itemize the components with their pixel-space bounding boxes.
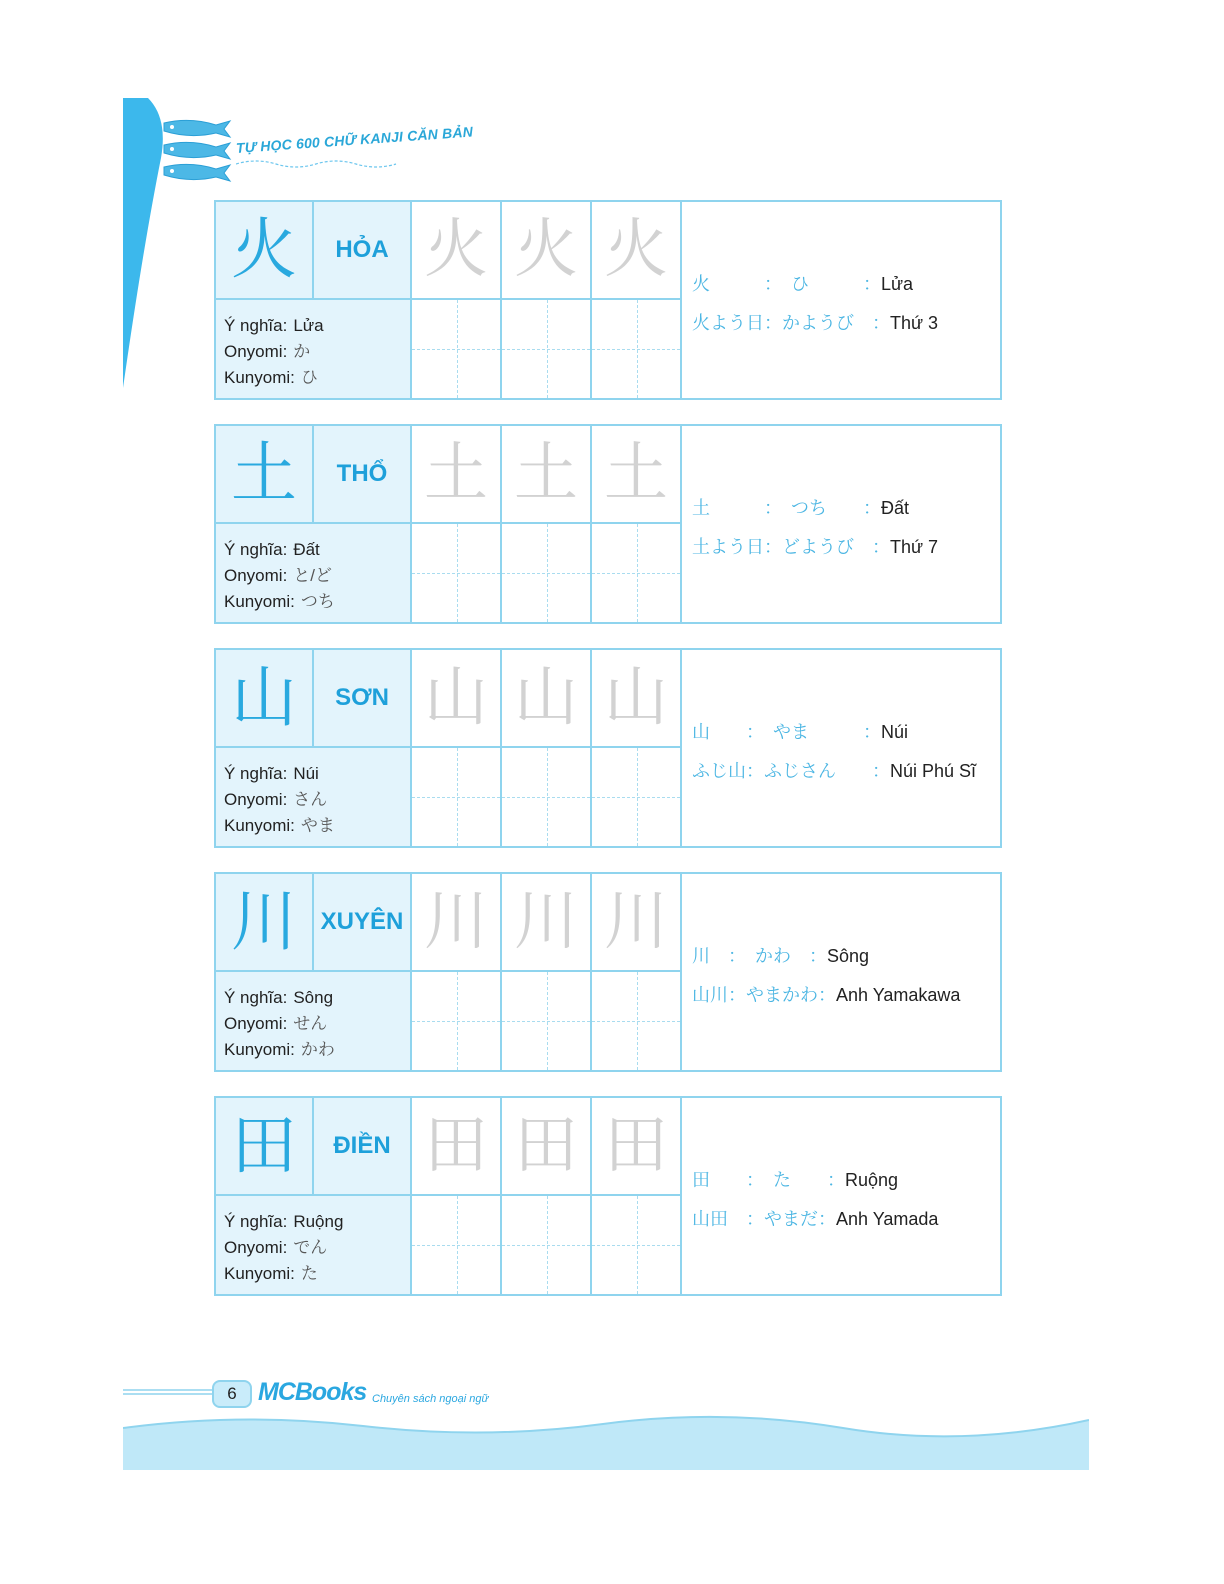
kunyomi-label: Kunyomi:	[224, 592, 295, 611]
meaning-label: Ý nghĩa:	[224, 988, 288, 1007]
trace-cell	[502, 874, 592, 972]
kunyomi-row	[224, 813, 410, 839]
vocab-word: 土 ： つち ：	[692, 498, 881, 519]
meaning-row	[224, 313, 410, 339]
practice-cell[interactable]	[412, 300, 502, 398]
trace-cell	[412, 202, 502, 300]
title-underline	[236, 158, 406, 168]
kanji-box	[216, 874, 314, 972]
meaning-row	[224, 761, 410, 787]
meaning-label: Ý nghĩa:	[224, 316, 288, 335]
trace-kanji: 田	[424, 1109, 488, 1183]
han-viet-box	[314, 202, 412, 300]
onyomi-label: Onyomi:	[224, 342, 288, 361]
onyomi-value: せん	[293, 1014, 328, 1033]
kanji-character: 火	[231, 211, 297, 288]
vocab-row	[692, 942, 1000, 981]
kanji-box	[216, 650, 314, 748]
vocab-box	[684, 202, 1000, 398]
meaning-label: Ý nghĩa:	[224, 764, 288, 783]
practice-cell[interactable]	[502, 1196, 592, 1294]
practice-cell[interactable]	[502, 748, 592, 846]
kanji-card	[214, 1096, 1002, 1296]
vocab-row	[692, 494, 1000, 533]
trace-kanji: 土	[604, 437, 668, 511]
kanji-character: 川	[231, 883, 297, 960]
trace-kanji: 山	[514, 661, 578, 735]
trace-cell	[502, 202, 592, 300]
trace-cell	[412, 426, 502, 524]
trace-cell	[592, 650, 682, 748]
meaning-label: Ý nghĩa:	[224, 1212, 288, 1231]
reading-info	[216, 524, 412, 622]
meaning-row	[224, 985, 410, 1011]
vocab-meaning: Núi	[881, 722, 909, 742]
onyomi-row	[224, 1235, 410, 1261]
kunyomi-label: Kunyomi:	[224, 368, 295, 387]
kanji-card	[214, 872, 1002, 1072]
meaning-row	[224, 1209, 410, 1235]
kunyomi-label: Kunyomi:	[224, 1264, 295, 1283]
trace-cell	[412, 1098, 502, 1196]
onyomi-value: でん	[293, 1238, 328, 1257]
kunyomi-row	[224, 1261, 410, 1287]
practice-cell[interactable]	[502, 524, 592, 622]
kanji-character: 山	[231, 659, 297, 736]
onyomi-label: Onyomi:	[224, 1238, 288, 1257]
vocab-meaning: Thứ 3	[890, 313, 939, 333]
practice-cell[interactable]	[412, 972, 502, 1070]
vocab-meaning: Đất	[881, 498, 910, 518]
trace-cell	[592, 1098, 682, 1196]
han-viet-box	[314, 426, 412, 524]
vocab-word: 火よう日：かようび ：	[692, 313, 890, 334]
meaning-value: Ruộng	[293, 1212, 344, 1231]
kunyomi-label: Kunyomi:	[224, 816, 295, 835]
trace-kanji: 田	[514, 1109, 578, 1183]
practice-cell[interactable]	[502, 972, 592, 1070]
onyomi-value: さん	[293, 790, 328, 809]
vocab-meaning: Ruộng	[845, 1170, 899, 1190]
kunyomi-row	[224, 365, 410, 391]
onyomi-row	[224, 563, 410, 589]
reading-info	[216, 748, 412, 846]
carp-streamer-icon	[160, 115, 240, 195]
trace-kanji: 火	[604, 213, 668, 287]
han-viet-name: HỎA	[335, 236, 389, 263]
kanji-character: 田	[231, 1107, 297, 1184]
han-viet-name: ĐIỀN	[333, 1132, 391, 1159]
onyomi-row	[224, 1011, 410, 1037]
trace-cell	[412, 874, 502, 972]
trace-cell	[502, 650, 592, 748]
vocab-word: 火 ： ひ ：	[692, 274, 881, 295]
han-viet-name: XUYÊN	[320, 908, 404, 935]
practice-cell[interactable]	[592, 1196, 682, 1294]
vocab-row	[692, 718, 1000, 757]
meaning-row	[224, 537, 410, 563]
meaning-value: Sông	[293, 988, 334, 1007]
vocab-meaning: Anh Yamada	[836, 1209, 939, 1229]
onyomi-value: と/ど	[293, 566, 333, 585]
vocab-meaning: Lửa	[881, 274, 914, 294]
kunyomi-row	[224, 1037, 410, 1063]
practice-cell[interactable]	[592, 524, 682, 622]
vocab-word: 土よう日：どようび ：	[692, 537, 890, 558]
meaning-value: Đất	[293, 540, 320, 559]
vocab-row	[692, 981, 1000, 1020]
kunyomi-value: つち	[300, 592, 335, 611]
kanji-card	[214, 200, 1002, 400]
trace-kanji: 田	[604, 1109, 668, 1183]
kunyomi-row	[224, 589, 410, 615]
brand-tagline: Chuyên sách ngoại ngữ	[372, 1393, 489, 1405]
trace-kanji: 火	[514, 213, 578, 287]
vocab-row	[692, 270, 1000, 309]
trace-cell	[412, 650, 502, 748]
onyomi-value: か	[293, 342, 311, 361]
practice-cell[interactable]	[592, 972, 682, 1070]
practice-cell[interactable]	[412, 748, 502, 846]
vocab-row	[692, 757, 1000, 796]
vocab-meaning: Thứ 7	[890, 537, 939, 557]
trace-kanji: 土	[514, 437, 578, 511]
vocab-word: 山川：やまかわ：	[692, 985, 836, 1006]
onyomi-label: Onyomi:	[224, 566, 288, 585]
kunyomi-value: かわ	[300, 1040, 335, 1059]
trace-cell	[592, 426, 682, 524]
han-viet-box	[314, 874, 412, 972]
practice-cell[interactable]	[592, 748, 682, 846]
kanji-box	[216, 1098, 314, 1196]
vocab-box	[684, 650, 1000, 846]
vocab-row	[692, 533, 1000, 572]
kunyomi-value: た	[300, 1264, 318, 1283]
kanji-card	[214, 424, 1002, 624]
vocab-word: 田 ： た ：	[692, 1170, 845, 1191]
book-title: TỰ HỌC 600 CHỮ KANJI CĂN BẢN	[235, 123, 474, 156]
meaning-value: Núi	[293, 764, 319, 783]
onyomi-label: Onyomi:	[224, 1014, 288, 1033]
vocab-meaning: Anh Yamakawa	[836, 985, 961, 1005]
han-viet-name: SƠN	[335, 684, 389, 711]
kanji-box	[216, 426, 314, 524]
vocab-word: 山田 ：やまだ：	[692, 1209, 836, 1230]
kunyomi-value: やま	[300, 816, 335, 835]
vocab-row	[692, 309, 1000, 348]
trace-cell	[502, 426, 592, 524]
han-viet-name: THỔ	[336, 460, 388, 487]
trace-kanji: 川	[424, 885, 488, 959]
practice-cell[interactable]	[592, 300, 682, 398]
page-number: 6	[212, 1380, 252, 1408]
footer-rule	[123, 1388, 213, 1396]
trace-kanji: 山	[604, 661, 668, 735]
vocab-word: 川 ： かわ ：	[692, 946, 827, 967]
trace-cell	[592, 874, 682, 972]
kunyomi-label: Kunyomi:	[224, 1040, 295, 1059]
vocab-meaning: Núi Phú Sĩ	[890, 761, 977, 781]
vocab-row	[692, 1205, 1000, 1244]
vocab-meaning: Sông	[827, 946, 870, 966]
vocab-box	[684, 874, 1000, 1070]
kanji-character: 土	[231, 435, 297, 512]
trace-kanji: 川	[514, 885, 578, 959]
trace-cell	[502, 1098, 592, 1196]
kunyomi-value: ひ	[300, 368, 318, 387]
kanji-box	[216, 202, 314, 300]
brand-logo: MCBooks	[258, 1378, 367, 1406]
practice-cell[interactable]	[412, 1196, 502, 1294]
vocab-word: 山 ： やま ：	[692, 722, 881, 743]
trace-kanji: 山	[424, 661, 488, 735]
practice-cell[interactable]	[412, 524, 502, 622]
trace-kanji: 土	[424, 437, 488, 511]
bottom-wave	[123, 1410, 1089, 1470]
onyomi-row	[224, 787, 410, 813]
trace-kanji: 川	[604, 885, 668, 959]
meaning-value: Lửa	[293, 316, 324, 335]
han-viet-box	[314, 650, 412, 748]
reading-info	[216, 300, 412, 398]
meaning-label: Ý nghĩa:	[224, 540, 288, 559]
vocab-box	[684, 1098, 1000, 1294]
han-viet-box	[314, 1098, 412, 1196]
onyomi-label: Onyomi:	[224, 790, 288, 809]
trace-kanji: 火	[424, 213, 488, 287]
vocab-word: ふじ山：ふじさん ：	[692, 761, 890, 782]
kanji-card	[214, 648, 1002, 848]
onyomi-row	[224, 339, 410, 365]
vocab-box	[684, 426, 1000, 622]
practice-cell[interactable]	[502, 300, 592, 398]
vocab-row	[692, 1166, 1000, 1205]
reading-info	[216, 972, 412, 1070]
reading-info	[216, 1196, 412, 1294]
trace-cell	[592, 202, 682, 300]
